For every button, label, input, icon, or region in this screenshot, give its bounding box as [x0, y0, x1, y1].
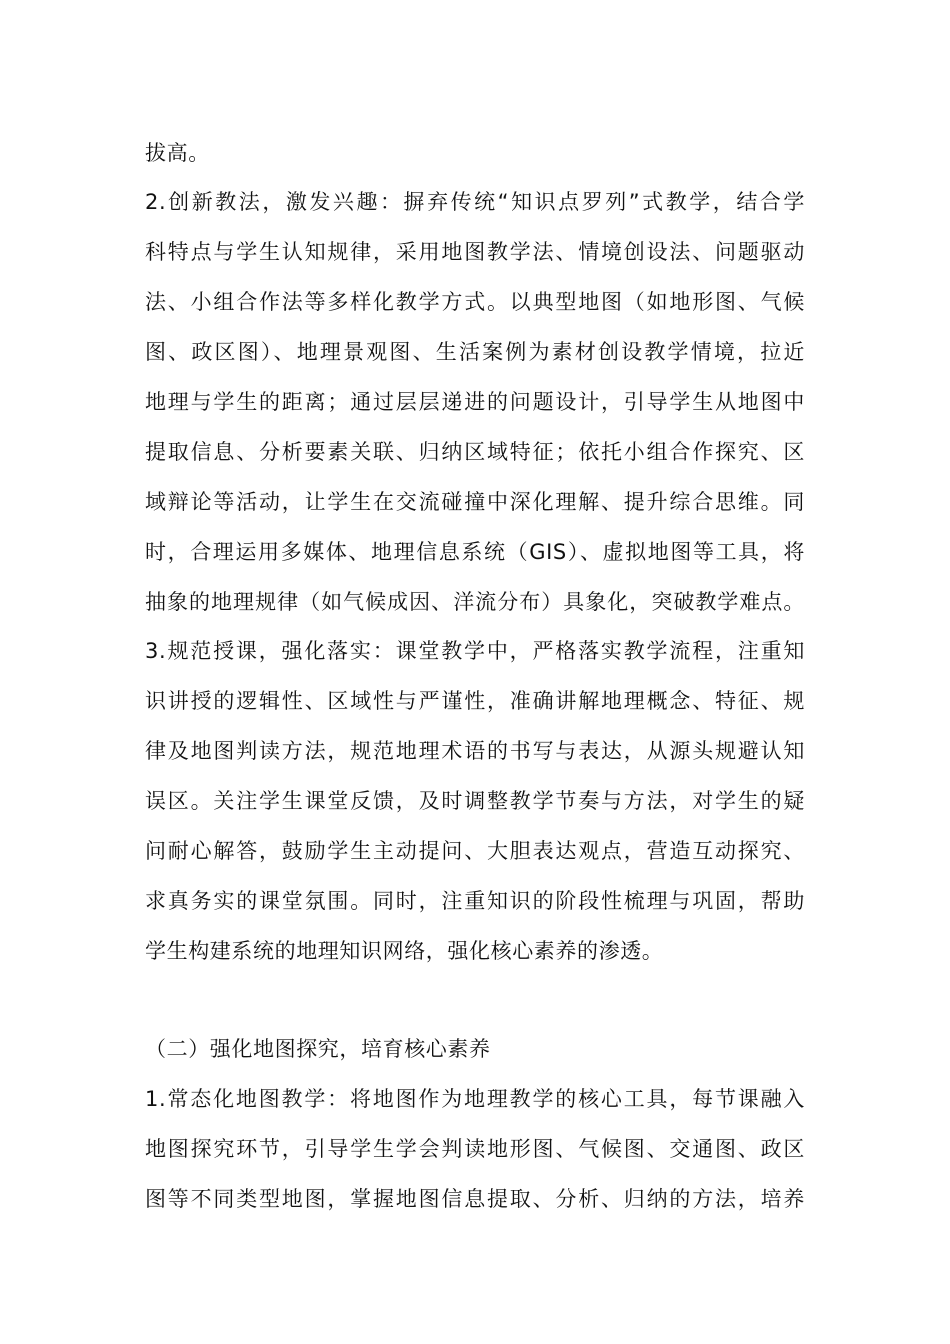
text-line: 图等不同类型地图，掌握地图信息提取、分析、归纳的方法，培养 — [145, 1187, 805, 1211]
text-line: 1.常态化地图教学：将地图作为地理教学的核心工具，每节课融入 — [145, 1087, 805, 1111]
section-heading: （二）强化地图探究，培育核心素养 — [145, 1037, 491, 1061]
text-line: 域辩论等活动，让学生在交流碰撞中深化理解、提升综合思维。同 — [145, 490, 805, 514]
text-line: 提取信息、分析要素关联、归纳区域特征；依托小组合作探究、区 — [145, 440, 805, 464]
text-line: 抽象的地理规律（如气候成因、洋流分布）具象化，突破教学难点。 — [145, 590, 805, 614]
text-line: 时，合理运用多媒体、地理信息系统（GIS）、虚拟地图等工具，将 — [145, 540, 805, 564]
text-line: 律及地图判读方法，规范地理术语的书写与表达，从源头规避认知 — [145, 739, 805, 763]
text-line: 3.规范授课，强化落实：课堂教学中，严格落实教学流程，注重知 — [145, 639, 805, 663]
text-line: 求真务实的课堂氛围。同时，注重知识的阶段性梳理与巩固，帮助 — [145, 889, 805, 913]
text-line: 图、政区图）、地理景观图、生活案例为素材创设教学情境，拉近 — [145, 340, 805, 364]
text-line: 地图探究环节，引导学生学会判读地形图、气候图、交通图、政区 — [145, 1137, 805, 1161]
text-line: 问耐心解答，鼓励学生主动提问、大胆表达观点，营造互动探究、 — [145, 839, 805, 863]
text-line: 学生构建系统的地理知识网络，强化核心素养的渗透。 — [145, 939, 664, 963]
text-line: 法、小组合作法等多样化教学方式。以典型地图（如地形图、气候 — [145, 290, 805, 314]
text-line: 2.创新教法，激发兴趣：摒弃传统“知识点罗列”式教学，结合学 — [145, 190, 805, 214]
text-line: 识讲授的逻辑性、区域性与严谨性，准确讲解地理概念、特征、规 — [145, 689, 805, 713]
text-line: 科特点与学生认知规律，采用地图教学法、情境创设法、问题驱动 — [145, 240, 805, 264]
text-line: 误区。关注学生课堂反馈，及时调整教学节奏与方法，对学生的疑 — [145, 789, 805, 813]
text-line: 地理与学生的距离；通过层层递进的问题设计，引导学生从地图中 — [145, 390, 805, 414]
text-line: 拔高。 — [145, 141, 210, 165]
